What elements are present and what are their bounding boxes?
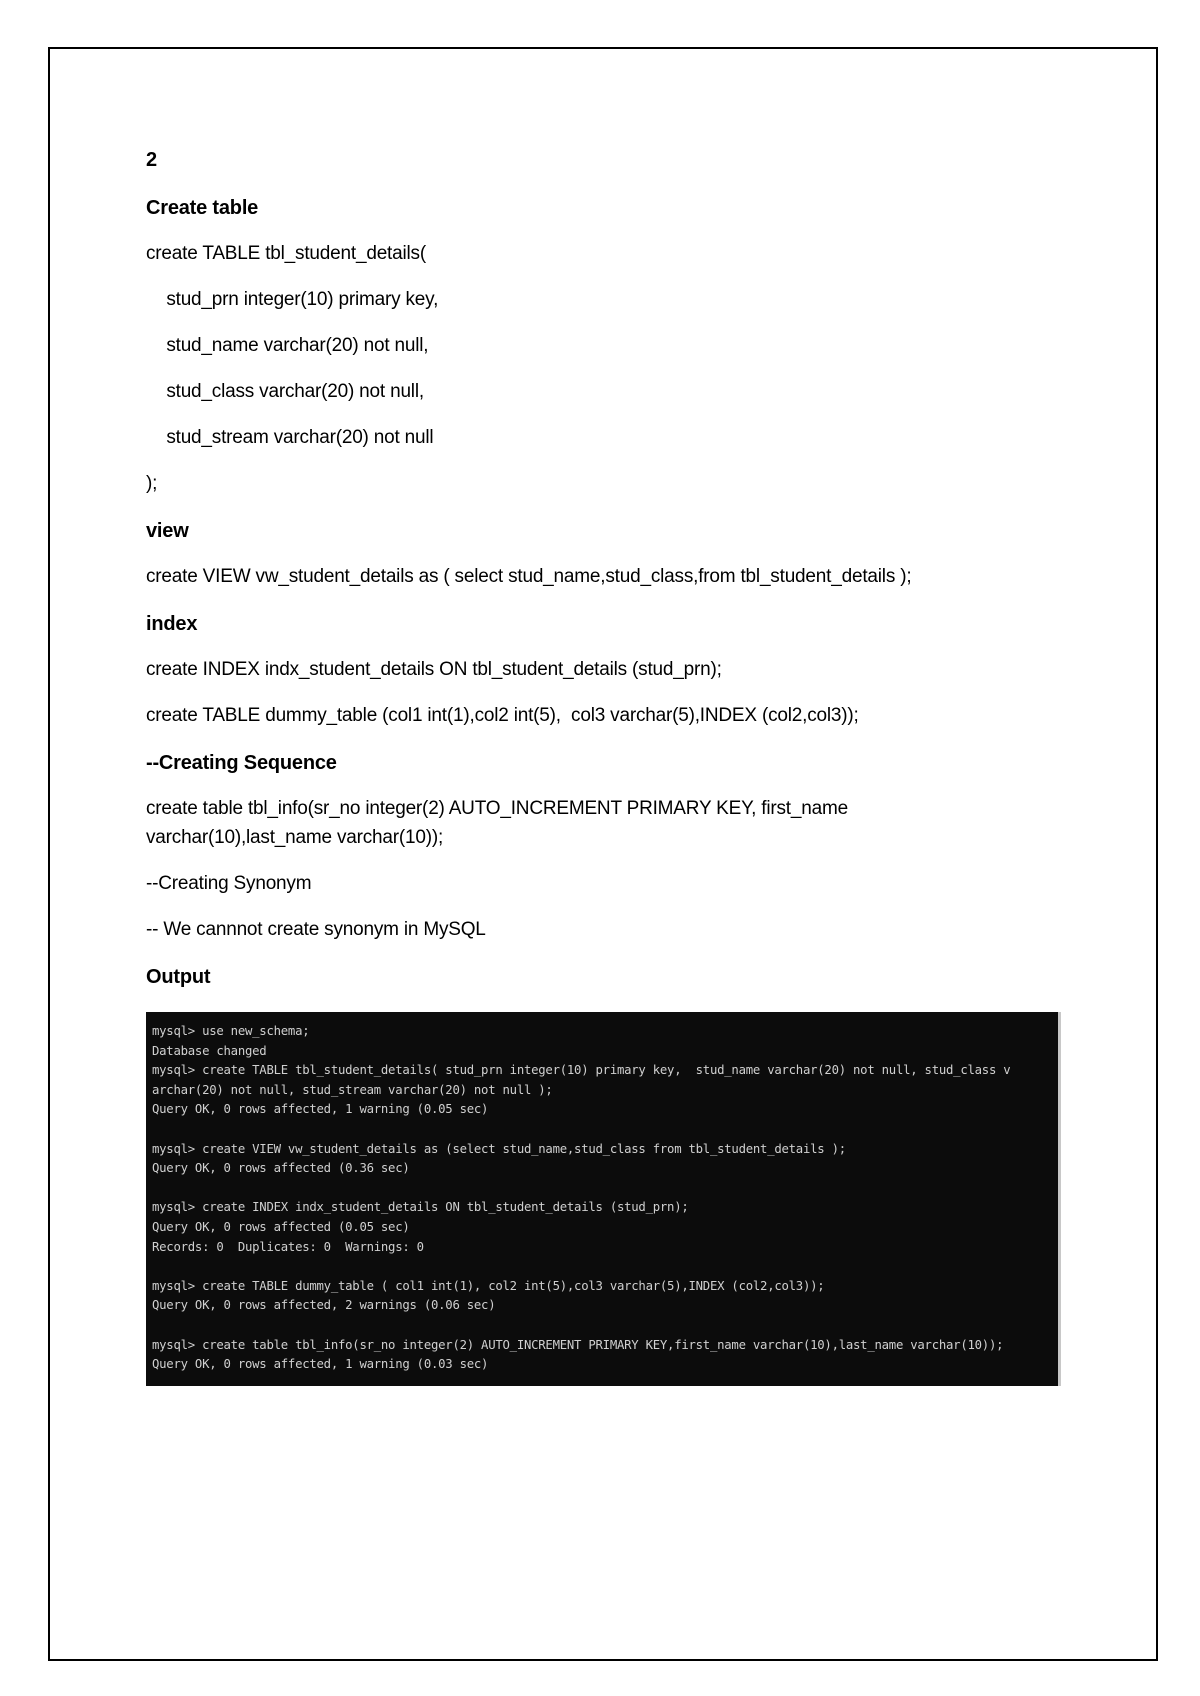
code-line: create table tbl_info(sr_no integer(2) AUTO_INCREMENT PRIMARY KEY, first_name [146,798,848,819]
terminal-line: Query OK, 0 rows affected (0.36 sec) [152,1161,410,1176]
terminal-line: mysql> create VIEW vw_student_details as (select stud_name,stud_class from tbl_student_details ); [152,1141,846,1156]
heading-creating-sequence: --Creating Sequence [146,752,337,774]
heading-create-table: Create table [146,197,259,219]
terminal-line [152,1179,1050,1199]
terminal-line: Records: 0 Duplicates: 0 Warnings: 0 [152,1239,424,1254]
page-number: 2 [146,149,157,171]
terminal-line [152,1120,1050,1140]
terminal-line [152,1257,1050,1277]
code-line: stud_name varchar(20) not null, [146,335,429,356]
comment-line: --Creating Synonym [146,873,312,894]
terminal-line: Database changed [152,1043,267,1058]
code-line: create TABLE dummy_table (col1 int(1),col2 int(5), col3 varchar(5),INDEX (col2,col3)); [146,705,859,726]
code-line: stud_stream varchar(20) not null [146,427,434,448]
heading-index: index [146,613,198,635]
terminal-line: mysql> create TABLE tbl_student_details( stud_prn integer(10) primary key, stud_name varchar(20) not null, stud_class v [152,1063,1011,1078]
terminal-output-screenshot [146,1012,1061,1386]
code-line: create INDEX indx_student_details ON tbl_student_details (stud_prn); [146,659,722,680]
terminal-line: Query OK, 0 rows affected, 2 warnings (0.06 sec) [152,1298,496,1313]
terminal-line [152,1316,1050,1336]
code-line: stud_prn integer(10) primary key, [146,289,439,310]
terminal-line: mysql> create table tbl_info(sr_no integer(2) AUTO_INCREMENT PRIMARY KEY,first_name varchar(10),last_name varchar(10)); [152,1337,1004,1352]
heading-output: Output [146,966,211,988]
terminal-line: Query OK, 0 rows affected, 1 warning (0.05 sec) [152,1102,489,1117]
heading-view: view [146,520,189,542]
terminal-line: archar(20) not null, stud_stream varchar(20) not null ); [152,1082,553,1097]
code-line: ); [146,473,158,494]
code-line: create TABLE tbl_student_details( [146,243,426,264]
terminal-line: mysql> create INDEX indx_student_details ON tbl_student_details (stud_prn); [152,1200,689,1215]
terminal-line: mysql> create TABLE dummy_table ( col1 int(1), col2 int(5),col3 varchar(5),INDEX (col2,col3)); [152,1278,825,1293]
terminal-line: mysql> use new_schema; [152,1024,310,1038]
code-line: create VIEW vw_student_details as ( select stud_name,stud_class,from tbl_student_details ); [146,566,912,587]
comment-line: -- We cannnot create synonym in MySQL [146,919,486,940]
code-line: varchar(10),last_name varchar(10)); [146,827,444,848]
terminal-line: Query OK, 0 rows affected (0.05 sec) [152,1219,410,1234]
terminal-line: Query OK, 0 rows affected, 1 warning (0.03 sec) [152,1357,489,1372]
code-line: stud_class varchar(20) not null, [146,381,424,402]
